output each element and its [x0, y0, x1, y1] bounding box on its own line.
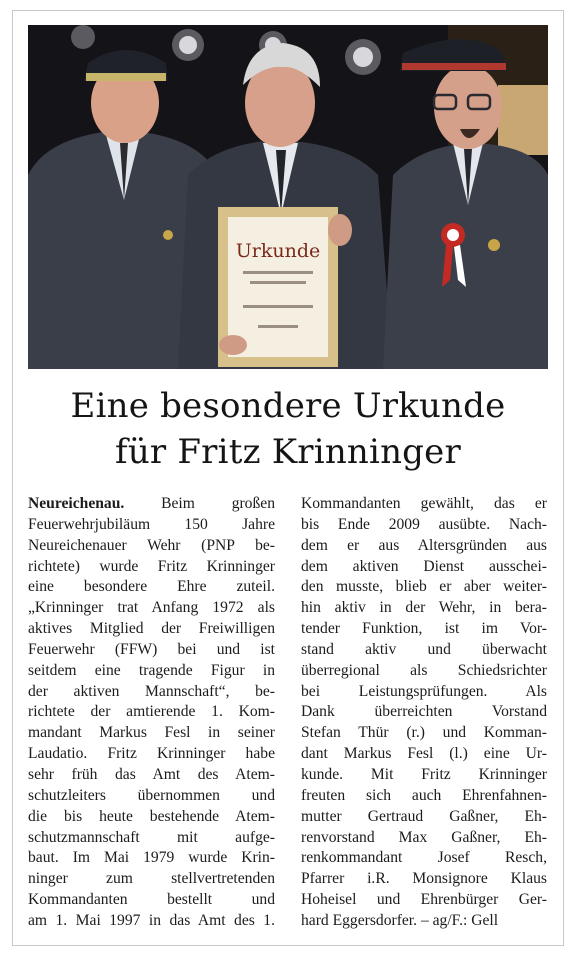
article-line: tender Funktion, ist im Vor- — [301, 620, 547, 638]
article-line: seitdem eine tragende Figur in — [28, 661, 275, 679]
article-line: sehr früh das Amt des Atem- — [28, 765, 275, 783]
article-line: kunde. Mit Fritz Krinninger — [301, 765, 547, 783]
article-line: dant Markus Fesl (l.) eine Ur- — [301, 745, 547, 763]
article-line: den musste, blieb er aber weiter- — [301, 578, 547, 596]
article-line: am 1. Mai 1997 in das Amt des 1. — [28, 911, 275, 929]
article-line: renvorstand Max Gaßner, Eh- — [301, 828, 547, 846]
article-line: Stefan Thür (r.) und Komman- — [301, 724, 547, 742]
article-line: dem er aus Altersgründen aus — [301, 536, 547, 554]
article-line: stand aktiv und überwacht — [301, 640, 547, 658]
article-line: Dank überreichten Vorstand — [301, 703, 547, 721]
article-line: Feuerwehr (FFW) bei und ist — [28, 640, 275, 658]
article-line: bei Leistungsprüfungen. Als — [301, 682, 547, 700]
article-line: Neureichenauer Wehr (PNP be- — [28, 536, 275, 554]
article-line: hard Eggersdorfer. – ag/F.: Gell — [301, 911, 499, 929]
article-line: schutzleiters übernommen und — [28, 786, 275, 804]
article-line: hin aktiv in der Wehr, in bera- — [301, 599, 547, 617]
article-line: überregional als Schiedsrichter — [301, 661, 547, 679]
article-line: schutzmannschaft mit aufge- — [28, 828, 275, 846]
article-line: bis Ende 2009 ausübte. Nach- — [301, 515, 547, 533]
article-line: die bis heute bestehende Atem- — [28, 807, 275, 825]
article-line: Laudatio. Fritz Krinninger habe — [28, 745, 275, 763]
article-line — [28, 494, 275, 515]
article-line: renkommandant Josef Resch, — [301, 849, 547, 867]
article-line: Kommandanten gewählt, das er — [301, 495, 547, 512]
dateline: Neureichenau. — [28, 495, 125, 512]
article-line: dem aktiven Dienst ausschei- — [301, 557, 547, 575]
article-line: Kommandanten bestellt und — [28, 891, 275, 909]
certificate-heading: Urkunde — [235, 240, 321, 262]
article-line: freuten sich auch Ehrenfahnen- — [301, 786, 547, 804]
headline-line-2: für Fritz Krinninger — [115, 432, 461, 472]
photo-illustration — [28, 25, 548, 369]
article-line-text: Beim großen — [124, 495, 275, 512]
article-line: richtete der amtierende 1. Kom- — [28, 703, 275, 721]
article-line: aktives Mitglied der Freiwilligen — [28, 620, 275, 638]
article-line: „Krinninger trat Anfang 1972 als — [28, 599, 275, 617]
article-line: Hoheisel und Ehrenbürger Ger- — [301, 891, 547, 909]
article-column-2 — [301, 494, 547, 932]
article-line: eine besondere Ehre zuteil. — [28, 578, 275, 596]
article-line: der aktiven Mannschaft“, be- — [28, 682, 275, 700]
article-line: ninger zum stellvertretenden — [28, 870, 275, 888]
article-line: Feuerwehrjubiläum 150 Jahre — [28, 515, 275, 533]
article-line: Pfarrer i.R. Monsignore Klaus — [301, 870, 547, 888]
article-column-1 — [28, 494, 275, 932]
article-line: mutter Gertraud Gaßner, Eh- — [301, 807, 547, 825]
headline-line-1: Eine besondere Urkunde — [70, 386, 506, 426]
article-line: richtete) wurde Fritz Krinninger — [28, 557, 275, 575]
article-photo — [28, 25, 548, 369]
article-line: baut. Im Mai 1979 wurde Krin- — [28, 849, 275, 867]
article-line: mandant Markus Fesl in seiner — [28, 724, 275, 742]
